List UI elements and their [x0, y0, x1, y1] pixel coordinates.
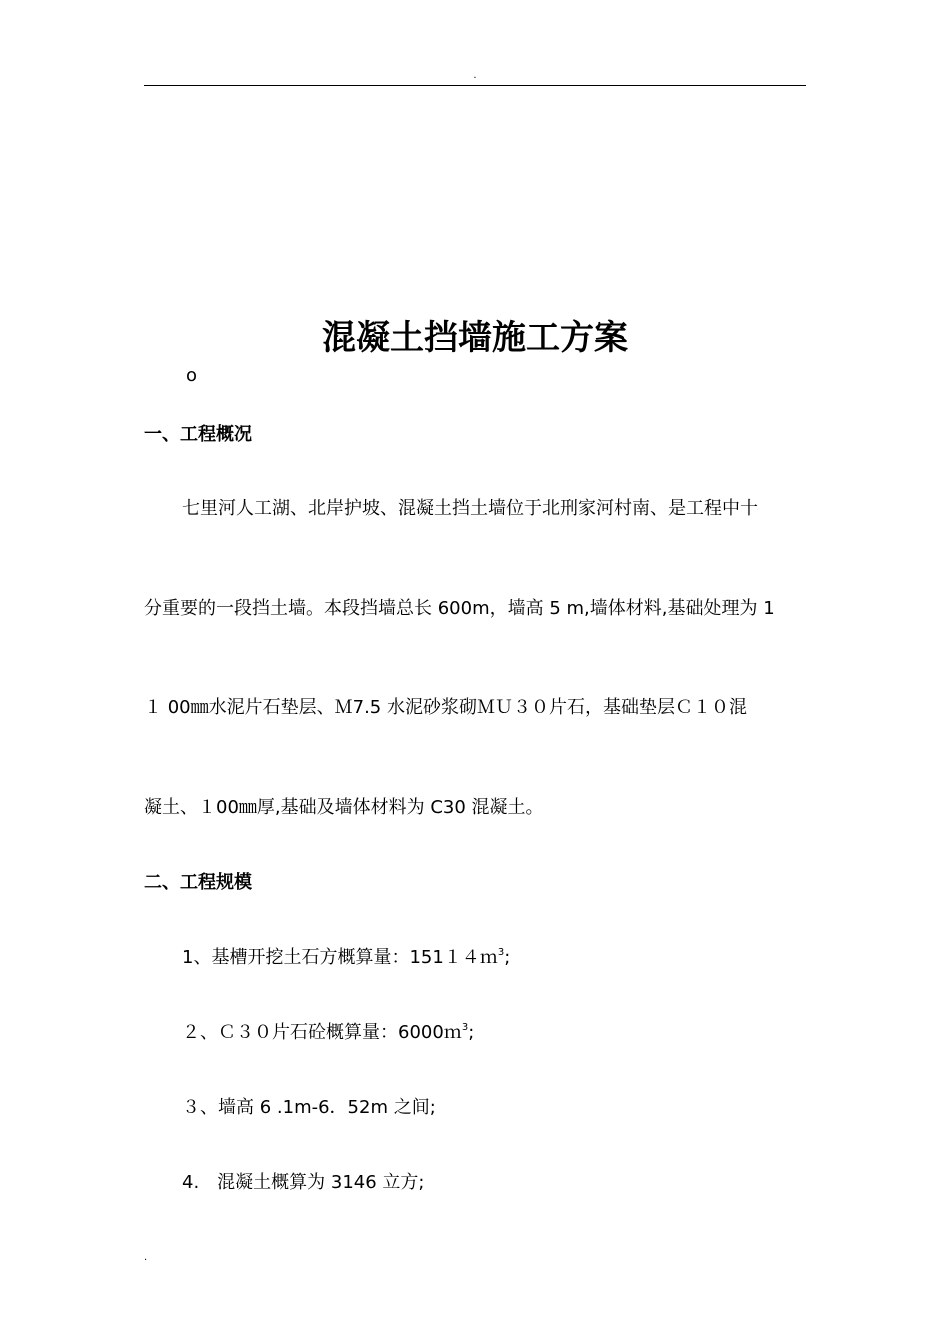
list-item-text: ２、Ｃ３０片石砼概算量：6000ｍ [182, 1022, 462, 1043]
list-item [182, 945, 510, 971]
overview-line-4: 凝土、１00㎜厚,基础及墙体材料为 C30 混凝土。 [144, 797, 544, 818]
list-item-text: 1、基槽开挖土石方概算量：151１４ｍ [182, 947, 498, 968]
list-item-superscript: 3 [461, 1022, 469, 1033]
overview-line-3: １ 00㎜水泥片石垫层、Ｍ7.5 水泥砂浆砌ＭＵ３０片石，基础垫层Ｃ１０混 [144, 697, 747, 718]
footer-mark: . [144, 1252, 148, 1263]
list-item-text: ３、墙高 6 .1m-6．52m 之间; [182, 1097, 436, 1118]
list-item [182, 1170, 425, 1196]
document-title: 混凝土挡墙施工方案 [322, 318, 628, 358]
list-item-tail: ; [468, 1022, 475, 1043]
list-item-superscript: 3 [497, 947, 505, 958]
list-item-tail: ; [504, 947, 511, 968]
header-rule [144, 85, 806, 86]
overview-line-1: 七里河人工湖、北岸护坡、混凝土挡土墙位于北刑家河村南、是工程中十 [182, 498, 758, 519]
small-mark: o [186, 365, 198, 386]
list-item-text: 4. 混凝土概算为 3146 立方; [182, 1172, 425, 1193]
header-mark: . [473, 70, 477, 81]
list-item [182, 1095, 436, 1121]
overview-line-2: 分重要的一段挡土墙。本段挡墙总长 600m，墙高 5 m,墙体材料,基础处理为 1 [144, 598, 775, 619]
section-heading-overview: 一、工程概况 [144, 424, 252, 445]
section-heading-scale: 二、工程规模 [144, 872, 252, 893]
list-item [182, 1020, 474, 1046]
